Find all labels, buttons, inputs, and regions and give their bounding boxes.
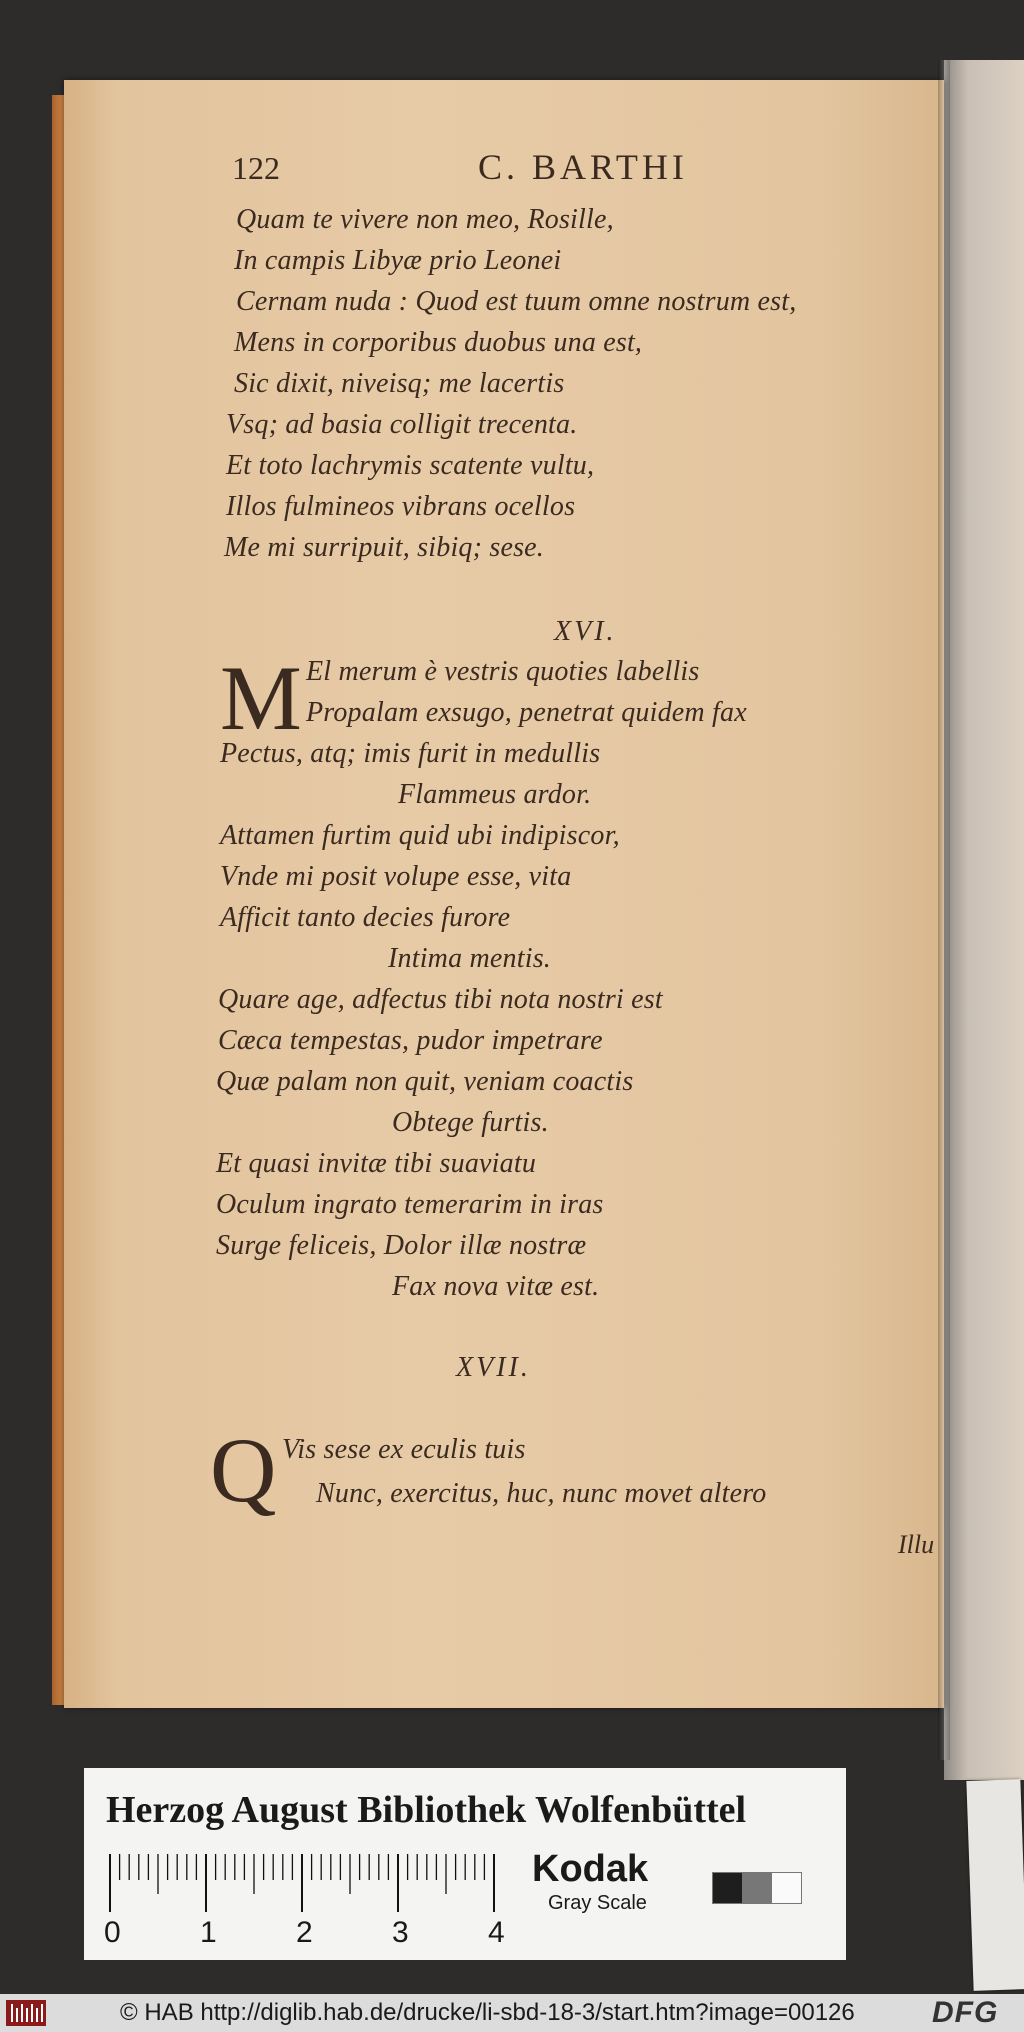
verse-line: Me mi surripuit, sibiq; sese. (224, 532, 545, 563)
verse-line: Afficit tanto decies furore (220, 902, 511, 933)
verse-line: Attamen furtim quid ubi indipiscor, (220, 820, 620, 851)
section-numeral-xvi: XVI. (554, 616, 617, 647)
catchword: Illu (898, 1530, 935, 1559)
verse-line: Quæ palam non quit, veniam coactis (216, 1066, 634, 1097)
drop-cap-m: M (220, 647, 302, 749)
clip-card (966, 1779, 1024, 1991)
verse-line: Nunc, exercitus, huc, nunc movet altero (316, 1478, 767, 1509)
footer-bar (0, 1994, 1024, 2032)
page-fold (938, 60, 950, 1760)
swatch-white (772, 1873, 801, 1903)
drop-cap-q: Q (210, 1419, 277, 1521)
ruler-number: 4 (488, 1916, 505, 1949)
swatch-black (713, 1873, 742, 1903)
ruler-number: 2 (296, 1916, 313, 1949)
verse-line: Vis sese ex eculis tuis (282, 1434, 526, 1465)
verse-line: Et toto lachrymis scatente vultu, (226, 450, 595, 481)
verse-line: Cernam nuda : Quod est tuum omne nostrum est, (236, 286, 797, 317)
measurement-ruler (106, 1854, 586, 1914)
verse-line: Et quasi invitæ tibi suaviatu (216, 1148, 537, 1179)
kodak-logo: Kodak (532, 1848, 649, 1890)
verse-line: Obtege furtis. (392, 1107, 549, 1138)
verse-line: Sic dixit, niveisq; me lacertis (234, 368, 565, 399)
verse-line: Quare age, adfectus tibi nota nostri est (218, 984, 663, 1015)
adjacent-page (944, 60, 1024, 1780)
verse-line: In campis Libyæ prio Leonei (234, 245, 562, 276)
verse-line: Surge feliceis, Dolor illæ nostræ (216, 1230, 587, 1261)
verse-line: Pectus, atq; imis furit in medullis (220, 738, 601, 769)
page-number: 122 (232, 150, 280, 186)
source-url: © HAB http://diglib.hab.de/drucke/li-sbd-18-3/start.htm?image=00126 (120, 1999, 855, 2026)
gray-scale-label: Gray Scale (548, 1892, 647, 1914)
verse-line: Cæca tempestas, pudor impetrare (218, 1025, 603, 1056)
verse-line: Vnde mi posit volupe esse, vita (220, 861, 572, 892)
verse-line: Quam te vivere non meo, Rosille, (236, 204, 614, 235)
verse-line: Oculum ingrato temerarim in iras (216, 1189, 604, 1220)
verse-line: Intima mentis. (388, 943, 552, 974)
verse-line: Vsq; ad basia colligit trecenta. (226, 409, 578, 440)
verse-line: Mens in corporibus duobus una est, (234, 327, 643, 358)
verse-line: Propalam exsugo, penetrat quidem fax (306, 697, 747, 728)
gray-scale-swatches (712, 1872, 802, 1904)
library-label-card (84, 1768, 846, 1960)
running-head: C. BARTHI (478, 147, 688, 187)
hab-logo-icon (6, 2000, 46, 2026)
section-numeral-xvii: XVII. (456, 1352, 531, 1383)
verse-line: Illos fulmineos vibrans ocellos (226, 491, 576, 522)
ruler-number: 3 (392, 1916, 409, 1949)
verse-line: El merum è vestris quoties labellis (306, 656, 700, 687)
swatch-gray (742, 1873, 771, 1903)
verse-line: Fax nova vitæ est. (392, 1271, 600, 1302)
dfg-logo: DFG (932, 1996, 999, 2029)
ruler-number: 1 (200, 1916, 217, 1949)
library-name: Herzog August Bibliothek Wolfenbüttel (106, 1789, 747, 1831)
ruler-number: 0 (104, 1916, 121, 1949)
verse-line: Flammeus ardor. (398, 779, 592, 810)
